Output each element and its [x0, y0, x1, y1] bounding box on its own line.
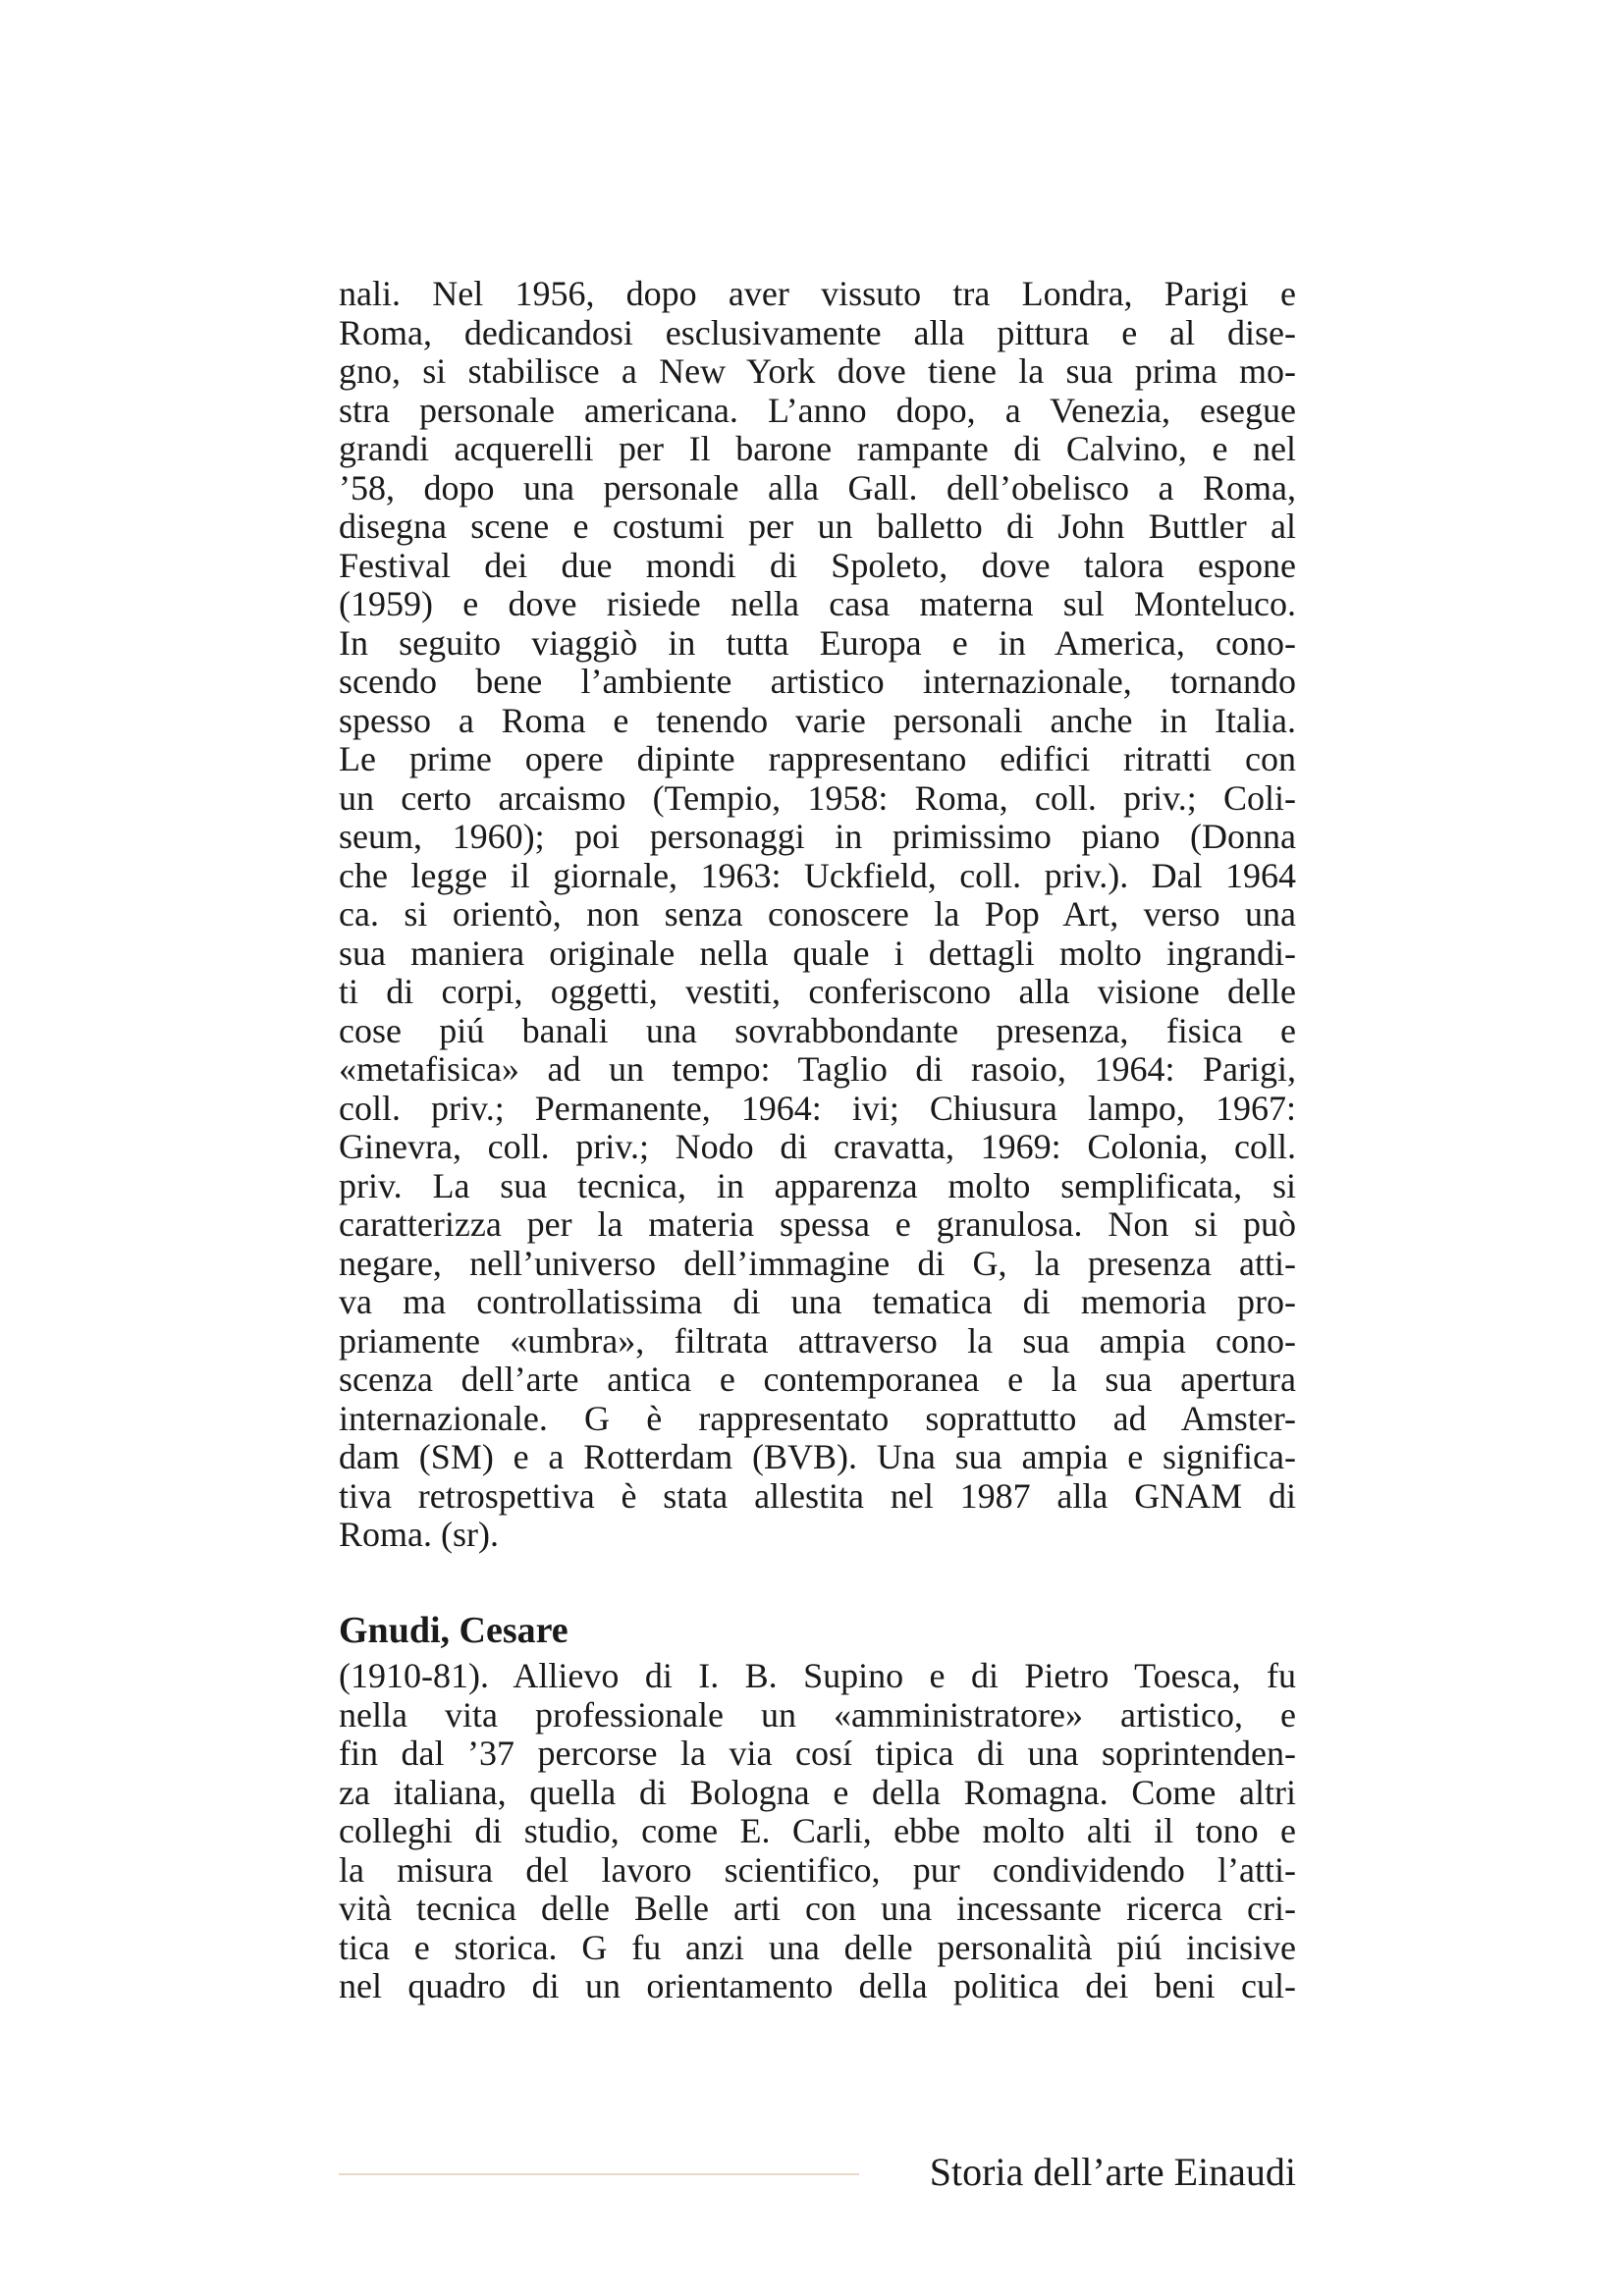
text-line: internazionale. G è rappresentato soprattutto ad Amster- [339, 1398, 1296, 1438]
text-line: negare, nell’universo dell’immagine di G, la presenza atti- [339, 1243, 1296, 1283]
text-line: cose piú banali una sovrabbondante presenza, fisica e [339, 1010, 1296, 1050]
text-line: ti di corpi, oggetti, vestiti, conferiscono alla visione delle [339, 972, 1296, 1011]
entry-heading: Gnudi, Cesare [339, 1610, 568, 1651]
text-line: Ginevra, coll. priv.; Nodo di cravatta, 1969: Colonia, coll. [339, 1127, 1296, 1166]
text-line: Roma. (sr). [339, 1515, 499, 1554]
text-line: za italiana, quella di Bologna e della Romagna. Come altri [339, 1772, 1296, 1812]
text-line: (1910-81). Allievo di I. B. Supino e di Pietro Toesca, fu [339, 1656, 1296, 1695]
text-line: ’58, dopo una personale alla Gall. dell’obelisco a Roma, [339, 467, 1296, 507]
text-line: priv. La sua tecnica, in apparenza molto semplificata, si [339, 1165, 1296, 1205]
text-line: coll. priv.; Permanente, 1964: ivi; Chiusura lampo, 1967: [339, 1088, 1296, 1128]
text-line: tiva retrospettiva è stata allestita nel 1987 alla GNAM di [339, 1475, 1296, 1516]
text-line: tica e storica. G fu anzi una delle personalità piú incisive [339, 1927, 1296, 1967]
text-line: disegna scene e costumi per un balletto di John Buttler al [339, 507, 1296, 546]
footer-publication-title: Storia dell’arte Einaudi [929, 2150, 1296, 2194]
text-line: scendo bene l’ambiente artistico internazionale, tornando [339, 662, 1296, 701]
article-continuation [339, 275, 1296, 1555]
text-line: In seguito viaggiò in tutta Europa e in America, cono- [339, 622, 1296, 663]
text-line: gno, si stabilisce a New York dove tiene la sua prima mo- [339, 351, 1296, 391]
text-line: «metafisica» ad un tempo: Taglio di rasoio, 1964: Parigi, [339, 1049, 1296, 1089]
footer-divider [339, 2173, 859, 2175]
text-line: stra personale americana. L’anno dopo, a Venezia, esegue [339, 390, 1296, 430]
text-line: nali. Nel 1956, dopo aver vissuto tra Londra, Parigi e [339, 274, 1296, 313]
text-line: (1959) e dove risiede nella casa materna sul Monteluco. [339, 584, 1296, 623]
text-line: scenza dell’arte antica e contemporanea e la sua apertura [339, 1360, 1296, 1399]
text-line: un certo arcaismo (Tempio, 1958: Roma, coll. priv.; Coli- [339, 777, 1296, 818]
entry-body [339, 1657, 1296, 2006]
text-line: va ma controllatissima di una tematica di memoria pro- [339, 1282, 1296, 1321]
text-line: la misura del lavoro scientifico, pur condividendo l’atti- [339, 1849, 1296, 1890]
text-line: dam (SM) e a Rotterdam (BVB). Una sua ampia e significa- [339, 1437, 1296, 1476]
text-line: nel quadro di un orientamento della politica dei beni cul- [339, 1966, 1296, 2005]
text-line: priamente «umbra», filtrata attraverso la sua ampia cono- [339, 1320, 1296, 1361]
text-line: sua maniera originale nella quale i dettagli molto ingrandi- [339, 933, 1296, 973]
text-line: che legge il giornale, 1963: Uckfield, coll. priv.). Dal 1964 [339, 855, 1296, 895]
text-line: Roma, dedicandosi esclusivamente alla pittura e al dise- [339, 312, 1296, 352]
text-line: Le prime opere dipinte rappresentano edifici ritratti con [339, 739, 1296, 778]
text-line: Festival dei due mondi di Spoleto, dove talora espone [339, 545, 1296, 585]
text-line: ca. si orientò, non senza conoscere la Pop Art, verso una [339, 894, 1296, 934]
text-line: fin dal ’37 percorse la via cosí tipica di una soprintenden- [339, 1734, 1296, 1773]
text-line: colleghi di studio, come E. Carli, ebbe molto alti il tono e [339, 1811, 1296, 1850]
text-line: grandi acquerelli per Il barone rampante di Calvino, e nel [339, 429, 1296, 468]
text-line: caratterizza per la materia spessa e granulosa. Non si può [339, 1204, 1296, 1244]
text-line: vità tecnica delle Belle arti con una incessante ricerca cri- [339, 1889, 1296, 1928]
text-line: spesso a Roma e tenendo varie personali anche in Italia. [339, 700, 1296, 740]
text-line: seum, 1960); poi personaggi in primissimo piano (Donna [339, 817, 1296, 856]
text-line: nella vita professionale un «amministratore» artistico, e [339, 1694, 1296, 1735]
